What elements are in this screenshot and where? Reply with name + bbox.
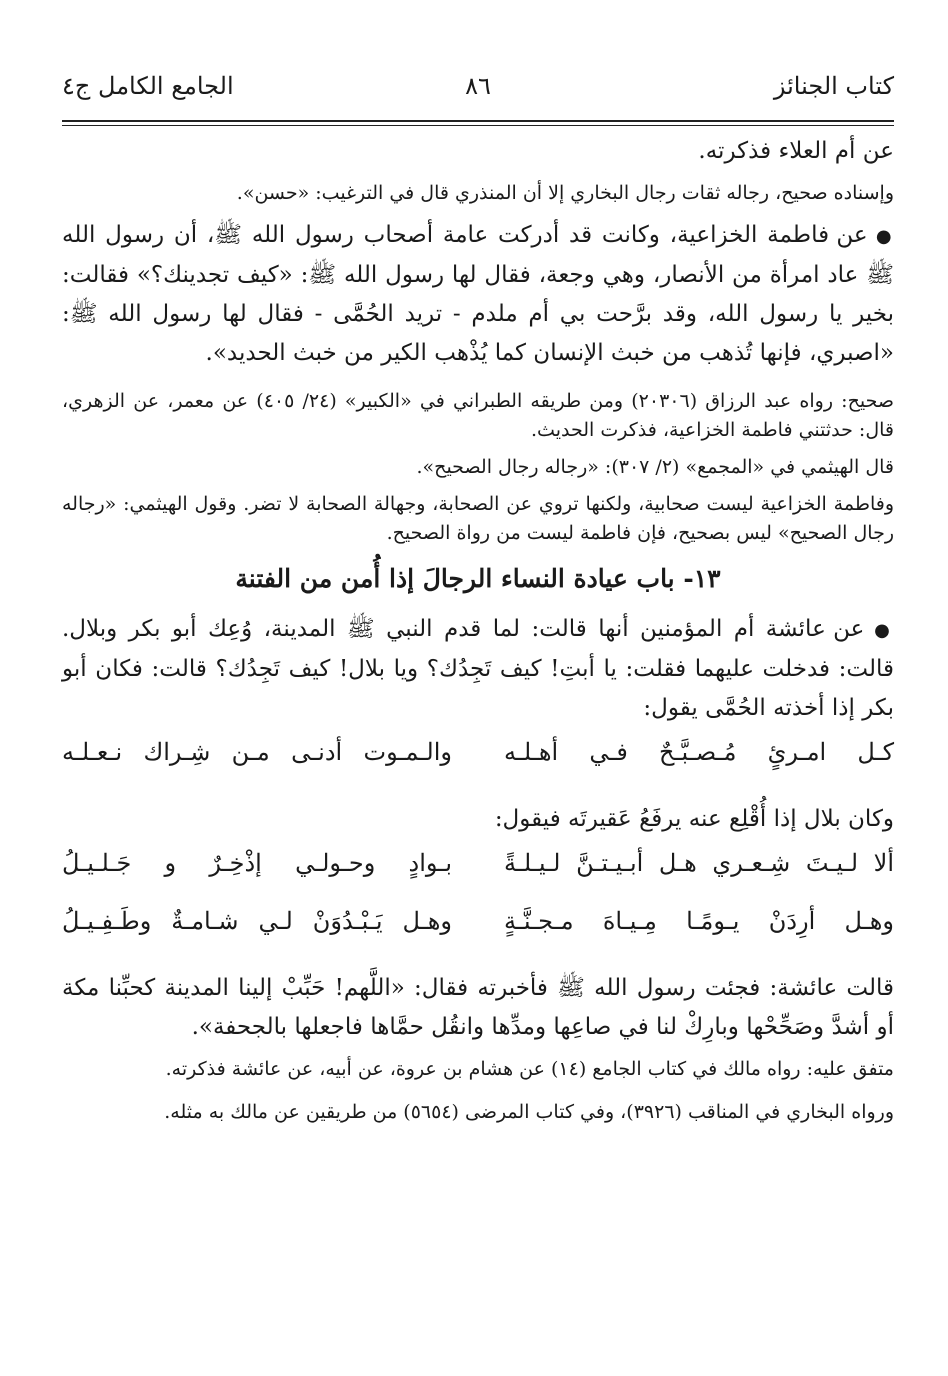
page-body: [62, 132, 894, 1127]
hadith-text: ● عن عائشة أم المؤمنين أنها قالت: لما قدم النبي ﷺ المدينة، وُعِك أبو بكر وبلال. قالت: فدخلت عليهما فقلت: يا أبتِ! كيف تَجِدُك؟ ويا بلال! كيف تَجِدُك؟ قالت: فكان أبو بكر إذا أخذته الحُمَّى يقول:: [62, 610, 894, 728]
footnote-text: متفق عليه: رواه مالك في كتاب الجامع (١٤) عن هشام بن عروة، عن أبيه، عن عائشة فذكرته.: [165, 1058, 894, 1080]
header-rule-thick: [62, 120, 894, 122]
footnote-text: ورواه البخاري في المناقب (٣٩٢٦)، وفي كتاب المرضى (٥٦٥٤) من طريقين عن مالك به مثله.: [164, 1101, 894, 1123]
verse-first-hemistich: كـل امـرئٍ مُـصـبَّـحٌ فـي أهـلـه: [504, 738, 894, 766]
chapter-heading: ١٣- باب عيادة النساء الرجالَ إذا أُمن من الفتنة: [235, 564, 721, 593]
poem-verse: [62, 728, 894, 786]
running-book-title: الجامع الكامل ج٤: [62, 72, 234, 100]
hadith-text: قالت عائشة: فجئت رسول الله ﷺ فأخبرته فقال: «اللَّهم! حَبِّبْ إلينا المدينة كحبِّنا مكة أو أشدَّ وصَحِّحْها وبارِكْ لنا في صاعِها ومدِّها وانقُل حمَّاها فاجعلها بالجحفة».: [62, 975, 894, 1040]
verse-second-hemistich: والـمـوت أدنـى مـن شِـراك نـعـلـه: [62, 738, 452, 766]
hadith-text: وكان بلال إذا أُقْلِع عنه يرفَعُ عَقيرتَه فيقول:: [494, 806, 894, 832]
page-number: ٨٦: [465, 72, 491, 100]
header-rule-thin: [62, 125, 894, 126]
footnote-text: وفاطمة الخزاعية ليست صحابية، ولكنها تروي عن الصحابة، وجهالة الصحابة لا تضر. وقول الهيثمي: «رجاله رجال الصحيح» ليس بصحيح، فإن فاطمة ليست من رواة الصحيح.: [62, 493, 894, 544]
page-header: [62, 72, 894, 112]
verse-second-hemistich: بـوادٍ وحـولـي إذْخِـرٌ و جَـلـيـلُ: [62, 849, 452, 877]
poem-verse: [62, 839, 894, 897]
hadith-text: ● عن فاطمة الخزاعية، وكانت قد أدركت عامة أصحاب رسول الله ﷺ، أن رسول الله ﷺ عاد امرأة من الأنصار، وهي وجعة، فقال لها رسول الله ﷺ: «كيف تجدينك؟» فقالت: بخير يا رسول الله، وقد برَّحت بي أم ملدم - تريد الحُمَّى - فقال لها رسول الله ﷺ: «اصبري، فإنها تُذهب من خبث الإنسان كما يُذْهب الكير من خبث الحديد».: [62, 216, 894, 373]
verse-first-hemistich: وهـل أرِدَنْ يـومًـا مِـيـاهَ مـجـنَّـةٍ: [504, 907, 894, 935]
verse-first-hemistich: ألا لـيـتَ شِـعـري هـل أبـيـتـنَّ لـيـلـةً: [504, 849, 894, 877]
footnote-text: قال الهيثمي في «المجمع» (٢/ ٣٠٧): «رجاله رجال الصحيح».: [416, 456, 894, 478]
footnote-text: صحيح: رواه عبد الرزاق (٢٠٣٠٦) ومن طريقه الطبراني في «الكبير» (٢٤/ ٤٠٥) عن معمر، عن الزهري، قال: حدثتني فاطمة الخزاعية، فذكرت الحديث.: [62, 390, 894, 441]
poem-verse: [62, 897, 894, 955]
running-chapter-title: كتاب الجنائز: [773, 72, 894, 100]
verse-second-hemistich: وهـل يَـبْـدُوَنْ لـي شـامـةٌ وطَـفِـيـلُ: [62, 907, 452, 935]
footnote-text: وإسناده صحيح، رجاله ثقات رجال البخاري إلا أن المنذري قال في الترغيب: «حسن».: [236, 182, 894, 204]
hadith-text: عن أم العلاء فذكرته.: [698, 138, 894, 164]
